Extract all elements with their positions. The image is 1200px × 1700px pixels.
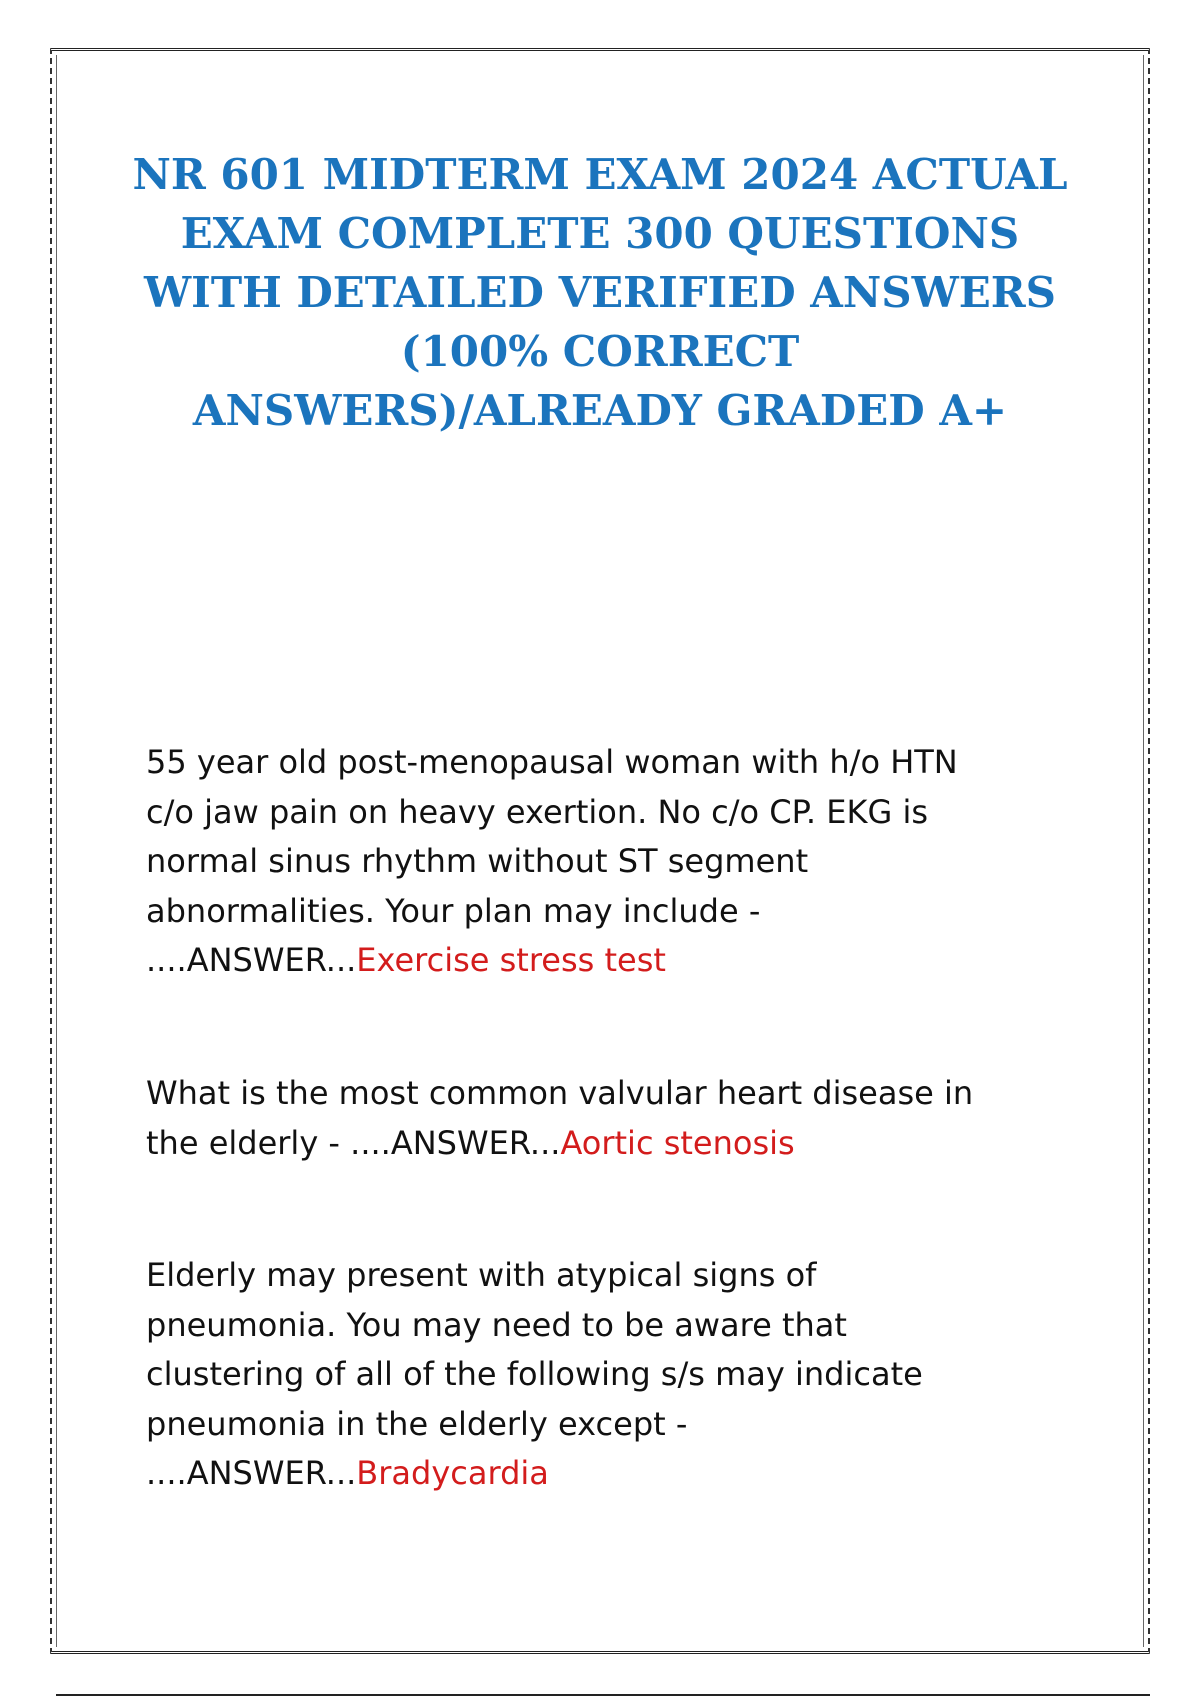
title-line: WITH DETAILED VERIFIED ANSWERS — [144, 268, 1056, 317]
answer-text: Bradycardia — [356, 1454, 549, 1492]
title-line: ANSWERS)/ALREADY GRADED A+ — [192, 386, 1008, 435]
question-line: pneumonia. You may need to be aware that — [146, 1305, 847, 1344]
document-title — [110, 145, 1090, 440]
question-line: What is the most common valvular heart disease in — [146, 1074, 974, 1112]
question-line: abnormalities. Your plan may include - — [146, 891, 761, 930]
question-line: c/o jaw pain on heavy exertion. No c/o CP. EKG is — [146, 792, 928, 831]
answer-prefix: the elderly - ....ANSWER... — [146, 1123, 561, 1162]
bottom-divider — [56, 1694, 1150, 1696]
question-line: normal sinus rhythm without ST segment — [146, 842, 809, 880]
answer-prefix: ....ANSWER... — [146, 1454, 357, 1492]
question-line: pneumonia in the elderly except - — [146, 1404, 688, 1443]
title-line: NR 601 MIDTERM EXAM 2024 ACTUAL — [132, 150, 1068, 199]
title-line: EXAM COMPLETE 300 QUESTIONS — [180, 209, 1020, 258]
question-line: Elderly may present with atypical signs of — [146, 1256, 817, 1294]
question-block — [146, 1251, 1046, 1499]
question-block — [146, 1069, 1046, 1168]
title-line: (100% CORRECT — [400, 327, 800, 376]
answer-prefix: ....ANSWER... — [146, 941, 357, 979]
answer-text: Aortic stenosis — [560, 1123, 795, 1162]
question-line: 55 year old post-menopausal woman with h/o HTN — [146, 743, 958, 781]
answer-text: Exercise stress test — [356, 941, 666, 979]
question-block — [146, 738, 1046, 986]
question-line: clustering of all of the following s/s may indicate — [146, 1355, 923, 1393]
